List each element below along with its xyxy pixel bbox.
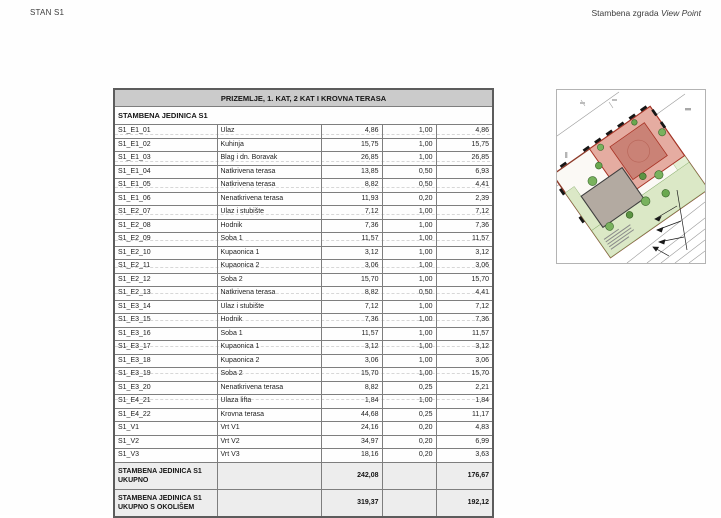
table-row bbox=[114, 300, 493, 314]
table-row bbox=[114, 435, 493, 449]
cell-area-m2: 7,36 bbox=[321, 219, 382, 233]
table-row bbox=[114, 219, 493, 233]
cell-area-m2: 1,84 bbox=[321, 395, 382, 409]
cell-code: S1_E2_08 bbox=[114, 219, 217, 233]
cell-area-m2: 3,12 bbox=[321, 341, 382, 355]
cell-code: S1_E2_07 bbox=[114, 206, 217, 220]
cell-reduced-area-m2: 4,83 bbox=[436, 422, 493, 436]
cell-reduced-area-m2: 15,70 bbox=[436, 368, 493, 382]
cell-area-m2: 7,12 bbox=[321, 300, 382, 314]
cell-room-name: Nenatkrivena terasa bbox=[217, 192, 321, 206]
cell-reduced-area-m2: 6,99 bbox=[436, 435, 493, 449]
cell-area-m2: 3,12 bbox=[321, 246, 382, 260]
cell-reduced-area-m2: 3,12 bbox=[436, 246, 493, 260]
cell-room-name: Hodnik bbox=[217, 219, 321, 233]
cell-code: S1_E3_18 bbox=[114, 354, 217, 368]
cell-reduced-area-m2: 7,12 bbox=[436, 300, 493, 314]
cell-room-name: Blag i dn. Boravak bbox=[217, 152, 321, 166]
table-row bbox=[114, 381, 493, 395]
building-title-prefix: Stambena zgrada bbox=[591, 8, 661, 18]
cell-room-name: Natkrivena terasa bbox=[217, 287, 321, 301]
cell-coefficient: 1,00 bbox=[382, 395, 436, 409]
cell-reduced-area-m2: 15,75 bbox=[436, 138, 493, 152]
cell-room-name: Kupaonica 1 bbox=[217, 341, 321, 355]
table-head-rows bbox=[114, 89, 493, 125]
cell-coefficient: 1,00 bbox=[382, 300, 436, 314]
table-row bbox=[114, 233, 493, 247]
cell-room-name: Soba 1 bbox=[217, 233, 321, 247]
cell-reduced-area-m2: 4,41 bbox=[436, 287, 493, 301]
total-label-line1: STAMBENA JEDINICA S1 bbox=[118, 494, 202, 502]
table-row bbox=[114, 152, 493, 166]
cell-reduced-area-m2: 11,57 bbox=[436, 327, 493, 341]
cell-reduced-area-m2: 3,63 bbox=[436, 449, 493, 463]
table-row bbox=[114, 368, 493, 382]
cell-code: S1_E2_11 bbox=[114, 260, 217, 274]
table-row bbox=[114, 206, 493, 220]
table-row bbox=[114, 341, 493, 355]
cell-coefficient: 1,00 bbox=[382, 152, 436, 166]
cell-code: S1_E1_04 bbox=[114, 165, 217, 179]
cell-code: S1_E1_01 bbox=[114, 125, 217, 139]
cell-room-name: Krovna terasa bbox=[217, 408, 321, 422]
cell-code: S1_V2 bbox=[114, 435, 217, 449]
cell-code: S1_E1_05 bbox=[114, 179, 217, 193]
cell-code: S1_E4_21 bbox=[114, 395, 217, 409]
total-label bbox=[114, 489, 217, 517]
cell-reduced-area-m2: 7,12 bbox=[436, 206, 493, 220]
table-row bbox=[114, 165, 493, 179]
cell-area-m2: 34,97 bbox=[321, 435, 382, 449]
total-area-value: 242,08 bbox=[321, 462, 382, 489]
table-row bbox=[114, 354, 493, 368]
table-row bbox=[114, 449, 493, 463]
cell-reduced-area-m2: 11,17 bbox=[436, 408, 493, 422]
cell-code: S1_E3_14 bbox=[114, 300, 217, 314]
total-reduced-value: 192,12 bbox=[436, 489, 493, 517]
table-title-row bbox=[114, 89, 493, 107]
area-table bbox=[113, 88, 494, 518]
cell-area-m2: 44,68 bbox=[321, 408, 382, 422]
cell-reduced-area-m2: 6,93 bbox=[436, 165, 493, 179]
cell-room-name: Vrt V2 bbox=[217, 435, 321, 449]
site-plan-svg bbox=[557, 90, 705, 263]
total-label-line2: UKUPNO bbox=[118, 476, 149, 484]
cell-reduced-area-m2: 2,39 bbox=[436, 192, 493, 206]
cell-coefficient: 0,20 bbox=[382, 422, 436, 436]
table-row bbox=[114, 327, 493, 341]
table-row bbox=[114, 422, 493, 436]
cell-room-name: Hodnik bbox=[217, 314, 321, 328]
cell-code: S1_E2_13 bbox=[114, 287, 217, 301]
table-row bbox=[114, 246, 493, 260]
total-empty-cell bbox=[382, 462, 436, 489]
cell-room-name: Ulaz i stubište bbox=[217, 206, 321, 220]
total-label-line2: UKUPNO S OKOLIŠEM bbox=[118, 503, 195, 511]
cell-coefficient: 1,00 bbox=[382, 206, 436, 220]
cell-coefficient: 0,20 bbox=[382, 449, 436, 463]
total-empty-cell bbox=[382, 489, 436, 517]
site-plan-image bbox=[556, 89, 706, 264]
cell-room-name: Kuhinja bbox=[217, 138, 321, 152]
table-row bbox=[114, 395, 493, 409]
cell-room-name: Soba 1 bbox=[217, 327, 321, 341]
table-row bbox=[114, 287, 493, 301]
cell-reduced-area-m2: 1,84 bbox=[436, 395, 493, 409]
cell-coefficient: 1,00 bbox=[382, 260, 436, 274]
cell-area-m2: 8,82 bbox=[321, 287, 382, 301]
cell-code: S1_E1_03 bbox=[114, 152, 217, 166]
cell-reduced-area-m2: 7,36 bbox=[436, 219, 493, 233]
cell-area-m2: 26,85 bbox=[321, 152, 382, 166]
cell-coefficient: 1,00 bbox=[382, 233, 436, 247]
cell-code: S1_E3_19 bbox=[114, 368, 217, 382]
table-title: PRIZEMLJE, 1. KAT, 2 KAT I KROVNA TERASA bbox=[114, 89, 493, 107]
cell-area-m2: 7,12 bbox=[321, 206, 382, 220]
table-row bbox=[114, 125, 493, 139]
cell-room-name: Vrt V1 bbox=[217, 422, 321, 436]
cell-coefficient: 0,50 bbox=[382, 165, 436, 179]
cell-code: S1_E3_15 bbox=[114, 314, 217, 328]
cell-room-name: Ulaza lifta bbox=[217, 395, 321, 409]
cell-coefficient: 1,00 bbox=[382, 219, 436, 233]
cell-area-m2: 24,16 bbox=[321, 422, 382, 436]
area-table-wrap bbox=[113, 88, 494, 518]
cell-coefficient: 1,00 bbox=[382, 341, 436, 355]
cell-code: S1_E2_12 bbox=[114, 273, 217, 287]
cell-area-m2: 7,36 bbox=[321, 314, 382, 328]
cell-coefficient: 0,25 bbox=[382, 408, 436, 422]
total-reduced-value: 176,67 bbox=[436, 462, 493, 489]
cell-reduced-area-m2: 7,36 bbox=[436, 314, 493, 328]
cell-area-m2: 11,93 bbox=[321, 192, 382, 206]
cell-coefficient: 0,20 bbox=[382, 192, 436, 206]
cell-coefficient: 0,50 bbox=[382, 287, 436, 301]
cell-coefficient: 0,50 bbox=[382, 179, 436, 193]
cell-coefficient: 1,00 bbox=[382, 314, 436, 328]
cell-room-name: Ulaz i stubište bbox=[217, 300, 321, 314]
table-row bbox=[114, 260, 493, 274]
cell-area-m2: 18,16 bbox=[321, 449, 382, 463]
cell-code: S1_E1_06 bbox=[114, 192, 217, 206]
cell-reduced-area-m2: 26,85 bbox=[436, 152, 493, 166]
cell-coefficient: 1,00 bbox=[382, 368, 436, 382]
cell-reduced-area-m2: 3,06 bbox=[436, 260, 493, 274]
area-table-body bbox=[114, 125, 493, 463]
cell-room-name: Soba 2 bbox=[217, 273, 321, 287]
total-label bbox=[114, 462, 217, 489]
cell-area-m2: 3,06 bbox=[321, 354, 382, 368]
cell-room-name: Natkrivena terasa bbox=[217, 179, 321, 193]
cell-reduced-area-m2: 2,21 bbox=[436, 381, 493, 395]
cell-code: S1_V3 bbox=[114, 449, 217, 463]
cell-area-m2: 4,86 bbox=[321, 125, 382, 139]
table-row bbox=[114, 179, 493, 193]
cell-area-m2: 15,70 bbox=[321, 273, 382, 287]
cell-area-m2: 8,82 bbox=[321, 179, 382, 193]
table-row bbox=[114, 138, 493, 152]
cell-coefficient: 0,25 bbox=[382, 381, 436, 395]
cell-room-name: Kupaonica 1 bbox=[217, 246, 321, 260]
building-title bbox=[592, 8, 701, 18]
cell-code: S1_E3_16 bbox=[114, 327, 217, 341]
table-row bbox=[114, 408, 493, 422]
table-row bbox=[114, 314, 493, 328]
cell-area-m2: 11,57 bbox=[321, 233, 382, 247]
cell-area-m2: 3,06 bbox=[321, 260, 382, 274]
page-title: STAN S1 bbox=[30, 8, 65, 17]
parcel-group bbox=[557, 103, 705, 260]
cell-room-name: Vrt V3 bbox=[217, 449, 321, 463]
total-empty-cell bbox=[217, 489, 321, 517]
cell-reduced-area-m2: 3,12 bbox=[436, 341, 493, 355]
cell-code: S1_E3_17 bbox=[114, 341, 217, 355]
table-row bbox=[114, 273, 493, 287]
cell-reduced-area-m2: 4,86 bbox=[436, 125, 493, 139]
total-row-ukupno-s-okolisem bbox=[114, 489, 493, 517]
cell-code: S1_E4_22 bbox=[114, 408, 217, 422]
cell-coefficient: 1,00 bbox=[382, 273, 436, 287]
cell-coefficient: 1,00 bbox=[382, 246, 436, 260]
cell-reduced-area-m2: 3,06 bbox=[436, 354, 493, 368]
cell-room-name: Kupaonica 2 bbox=[217, 260, 321, 274]
cell-coefficient: 1,00 bbox=[382, 138, 436, 152]
cell-area-m2: 15,70 bbox=[321, 368, 382, 382]
cell-coefficient: 1,00 bbox=[382, 327, 436, 341]
cell-reduced-area-m2: 4,41 bbox=[436, 179, 493, 193]
cell-room-name: Nenatkrivena terasa bbox=[217, 381, 321, 395]
table-section-row bbox=[114, 107, 493, 125]
cell-area-m2: 13,85 bbox=[321, 165, 382, 179]
total-empty-cell bbox=[217, 462, 321, 489]
section-label: STAMBENA JEDINICA S1 bbox=[114, 107, 493, 125]
total-label-line1: STAMBENA JEDINICA S1 bbox=[118, 467, 202, 475]
cell-coefficient: 1,00 bbox=[382, 125, 436, 139]
cell-coefficient: 1,00 bbox=[382, 354, 436, 368]
total-area-value: 319,37 bbox=[321, 489, 382, 517]
total-row-ukupno bbox=[114, 462, 493, 489]
table-row bbox=[114, 192, 493, 206]
cell-area-m2: 15,75 bbox=[321, 138, 382, 152]
cell-room-name: Soba 2 bbox=[217, 368, 321, 382]
cell-area-m2: 8,82 bbox=[321, 381, 382, 395]
cell-coefficient: 0,20 bbox=[382, 435, 436, 449]
cell-room-name: Kupaonica 2 bbox=[217, 354, 321, 368]
table-total-rows bbox=[114, 462, 493, 517]
cell-code: S1_E1_02 bbox=[114, 138, 217, 152]
cell-code: S1_E3_20 bbox=[114, 381, 217, 395]
cell-reduced-area-m2: 15,70 bbox=[436, 273, 493, 287]
building-title-name: View Point bbox=[660, 8, 701, 18]
cell-code: S1_E2_09 bbox=[114, 233, 217, 247]
cell-reduced-area-m2: 11,57 bbox=[436, 233, 493, 247]
cell-room-name: Natkrivena terasa bbox=[217, 165, 321, 179]
cell-area-m2: 11,57 bbox=[321, 327, 382, 341]
cell-code: S1_E2_10 bbox=[114, 246, 217, 260]
cell-code: S1_V1 bbox=[114, 422, 217, 436]
cell-room-name: Ulaz bbox=[217, 125, 321, 139]
